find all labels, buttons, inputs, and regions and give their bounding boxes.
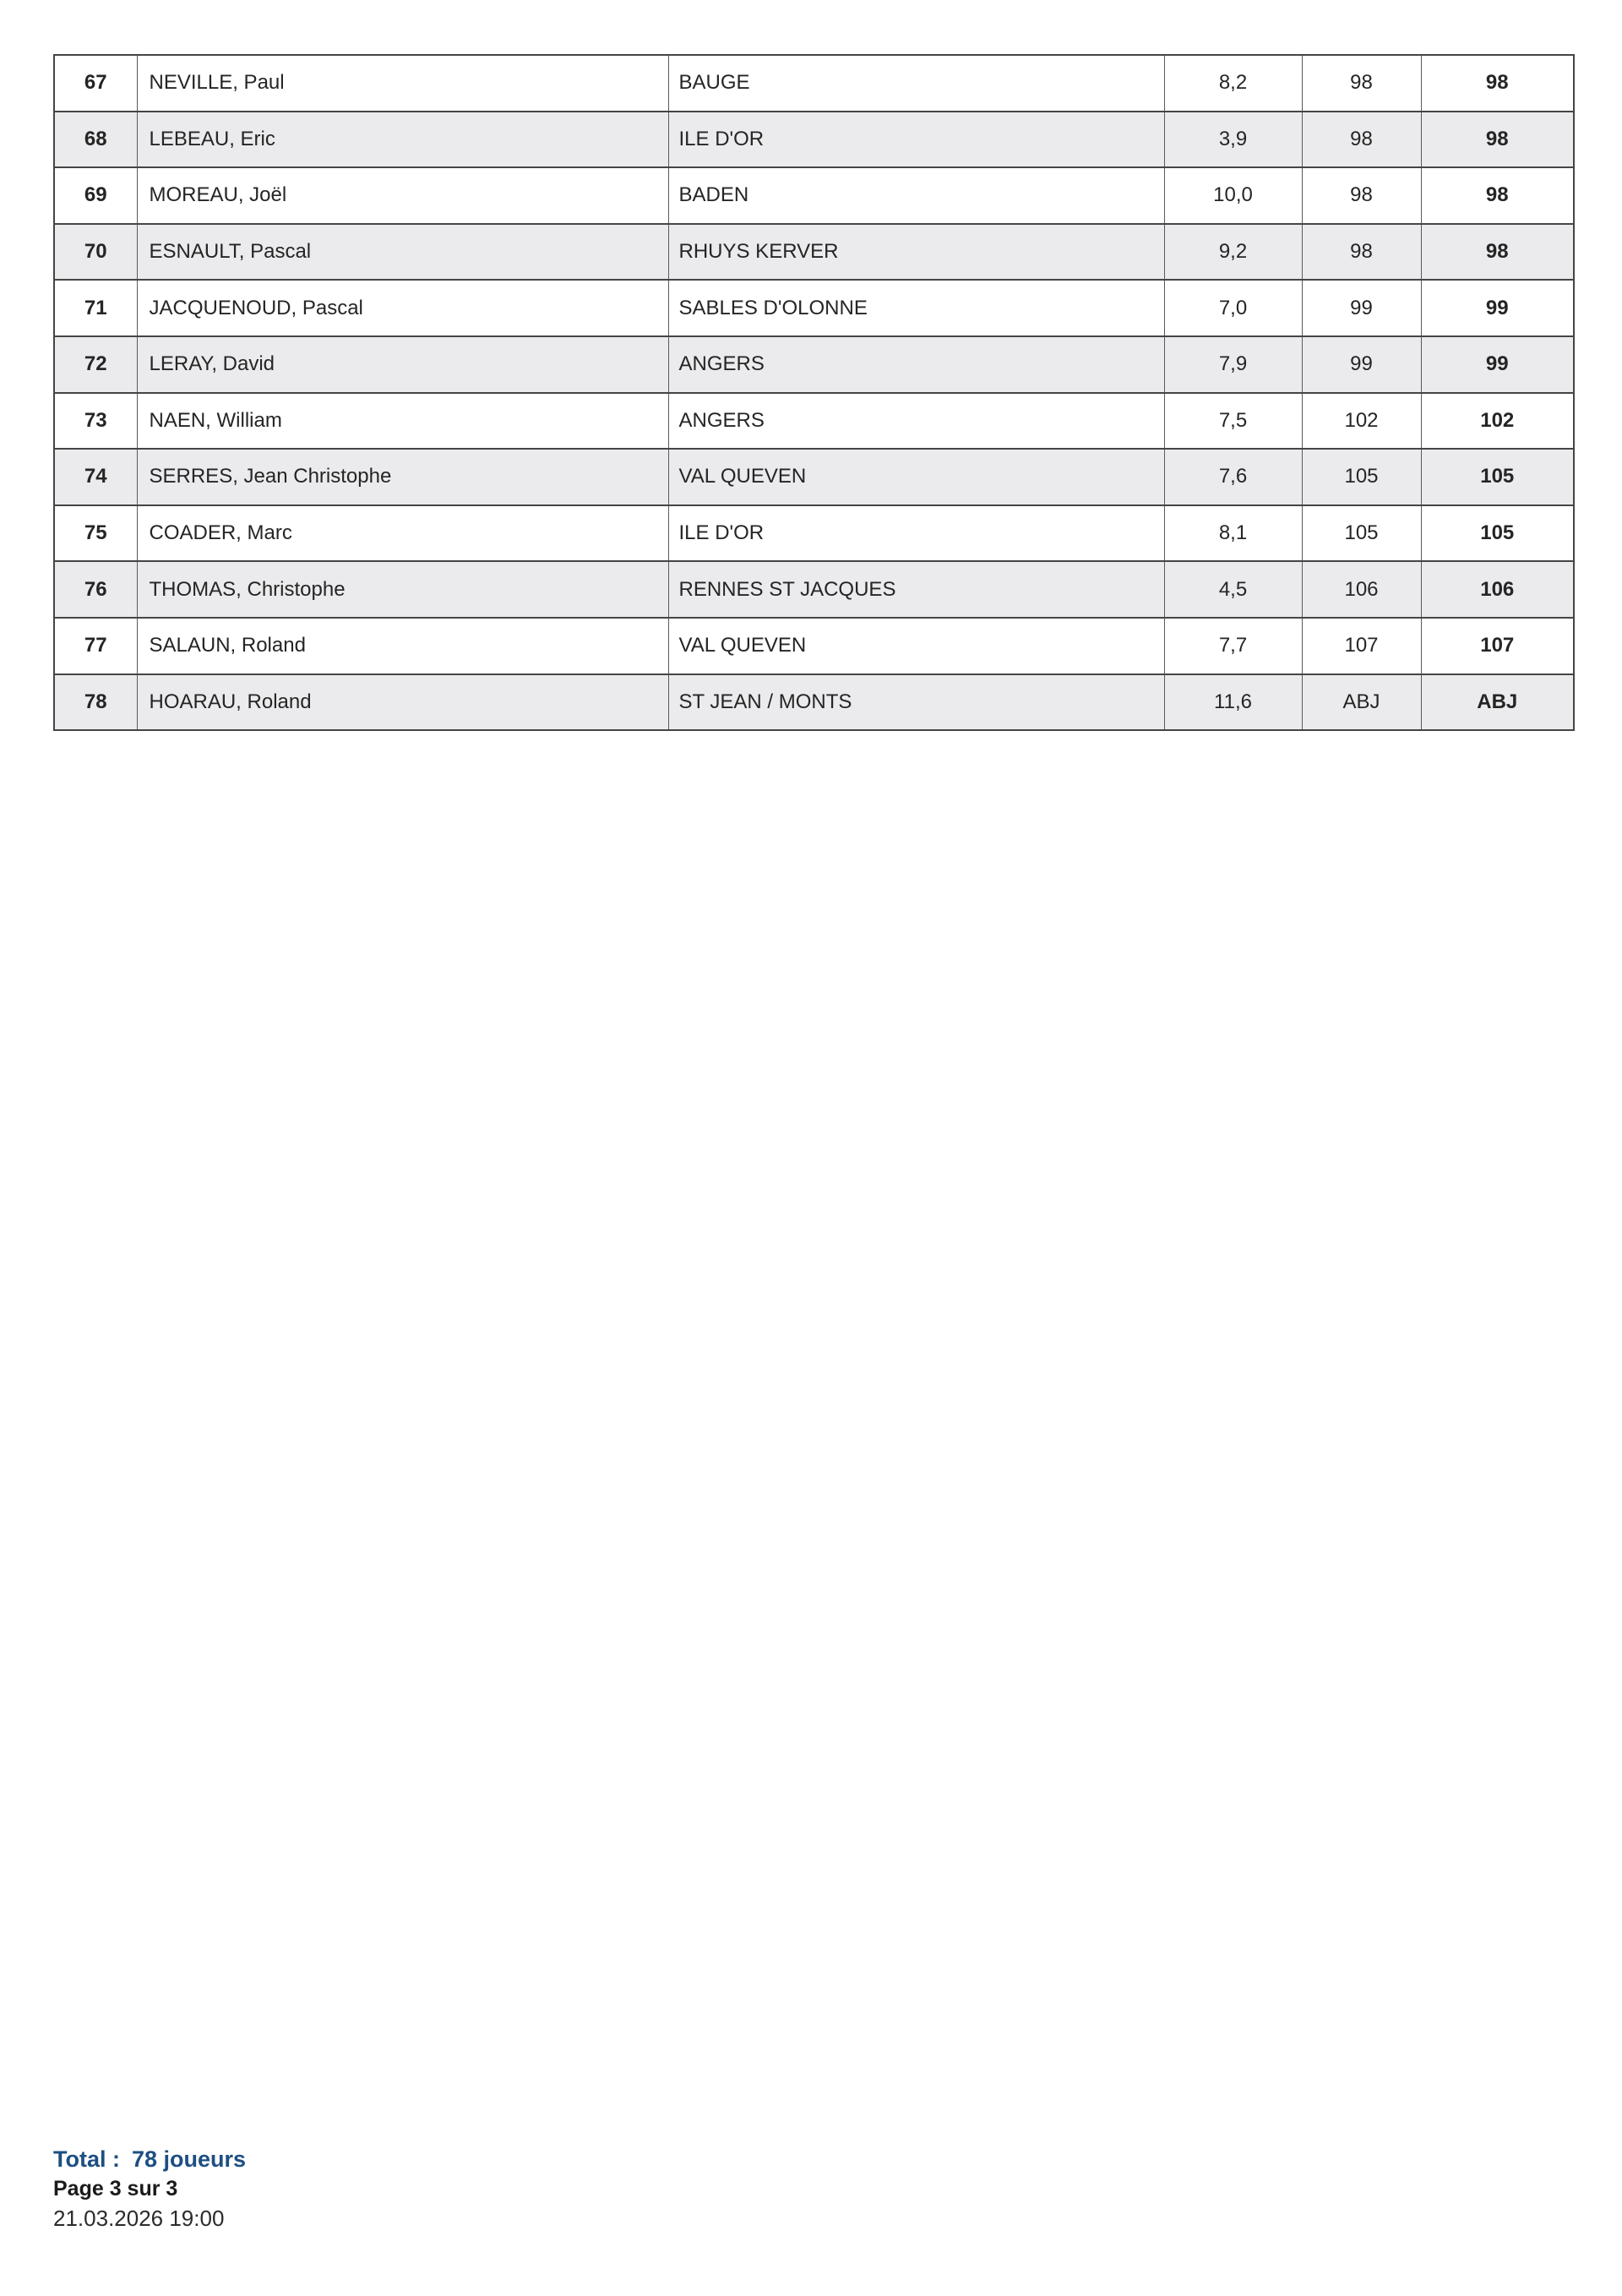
rank-cell: 74 — [54, 449, 137, 505]
table-row — [54, 618, 1574, 674]
rank-cell: 76 — [54, 561, 137, 618]
total-score-cell: 99 — [1421, 336, 1574, 393]
player-name-cell: ESNAULT, Pascal — [137, 224, 668, 281]
score-cell: 98 — [1302, 55, 1421, 112]
table-row — [54, 336, 1574, 393]
total-score-cell: 98 — [1421, 167, 1574, 224]
player-name-cell: LERAY, David — [137, 336, 668, 393]
rank-cell: 73 — [54, 393, 137, 450]
total-score-cell: 98 — [1421, 112, 1574, 168]
total-score-cell: 102 — [1421, 393, 1574, 450]
table-row — [54, 674, 1574, 731]
score-cell: 107 — [1302, 618, 1421, 674]
club-cell: ST JEAN / MONTS — [668, 674, 1164, 731]
table-row — [54, 55, 1574, 112]
player-name-cell: LEBEAU, Eric — [137, 112, 668, 168]
total-score-cell: 99 — [1421, 280, 1574, 336]
rank-cell: 69 — [54, 167, 137, 224]
rank-cell: 71 — [54, 280, 137, 336]
total-label: Total : — [53, 2146, 120, 2172]
club-cell: BADEN — [668, 167, 1164, 224]
score-cell: 106 — [1302, 561, 1421, 618]
player-name-cell: THOMAS, Christophe — [137, 561, 668, 618]
total-score-cell: ABJ — [1421, 674, 1574, 731]
score-cell: 105 — [1302, 505, 1421, 562]
table-row — [54, 561, 1574, 618]
player-name-cell: SALAUN, Roland — [137, 618, 668, 674]
handicap-cell: 8,2 — [1164, 55, 1302, 112]
handicap-cell: 11,6 — [1164, 674, 1302, 731]
rank-cell: 78 — [54, 674, 137, 731]
rank-cell: 70 — [54, 224, 137, 281]
total-value: 78 joueurs — [131, 2146, 247, 2172]
total-score-cell: 98 — [1421, 224, 1574, 281]
score-cell: 102 — [1302, 393, 1421, 450]
player-name-cell: MOREAU, Joël — [137, 167, 668, 224]
player-name-cell: NEVILLE, Paul — [137, 55, 668, 112]
score-cell: 98 — [1302, 167, 1421, 224]
player-name-cell: NAEN, William — [137, 393, 668, 450]
handicap-cell: 3,9 — [1164, 112, 1302, 168]
club-cell: VAL QUEVEN — [668, 449, 1164, 505]
club-cell: BAUGE — [668, 55, 1164, 112]
rank-cell: 67 — [54, 55, 137, 112]
handicap-cell: 7,9 — [1164, 336, 1302, 393]
club-cell: VAL QUEVEN — [668, 618, 1164, 674]
total-line — [53, 2146, 246, 2173]
handicap-cell: 7,7 — [1164, 618, 1302, 674]
club-cell: ILE D'OR — [668, 505, 1164, 562]
club-cell: ILE D'OR — [668, 112, 1164, 168]
club-cell: ANGERS — [668, 393, 1164, 450]
score-cell: 99 — [1302, 280, 1421, 336]
player-name-cell: SERRES, Jean Christophe — [137, 449, 668, 505]
handicap-cell: 10,0 — [1164, 167, 1302, 224]
table-row — [54, 112, 1574, 168]
handicap-cell: 7,0 — [1164, 280, 1302, 336]
handicap-cell: 4,5 — [1164, 561, 1302, 618]
player-name-cell: HOARAU, Roland — [137, 674, 668, 731]
table-row — [54, 224, 1574, 281]
score-cell: ABJ — [1302, 674, 1421, 731]
page-footer — [53, 2146, 246, 2232]
table-row — [54, 280, 1574, 336]
rank-cell: 77 — [54, 618, 137, 674]
rank-cell: 72 — [54, 336, 137, 393]
score-cell: 98 — [1302, 224, 1421, 281]
club-cell: SABLES D'OLONNE — [668, 280, 1164, 336]
score-cell: 98 — [1302, 112, 1421, 168]
club-cell: RENNES ST JACQUES — [668, 561, 1164, 618]
results-table — [53, 54, 1575, 731]
total-score-cell: 106 — [1421, 561, 1574, 618]
handicap-cell: 7,5 — [1164, 393, 1302, 450]
total-score-cell: 105 — [1421, 505, 1574, 562]
total-score-cell: 107 — [1421, 618, 1574, 674]
rank-cell: 75 — [54, 505, 137, 562]
timestamp: 21.03.2026 19:00 — [53, 2206, 225, 2232]
table-row — [54, 505, 1574, 562]
player-name-cell: JACQUENOUD, Pascal — [137, 280, 668, 336]
page-indicator: Page 3 sur 3 — [53, 2176, 178, 2201]
table-row — [54, 167, 1574, 224]
table-row — [54, 449, 1574, 505]
handicap-cell: 9,2 — [1164, 224, 1302, 281]
player-name-cell: COADER, Marc — [137, 505, 668, 562]
rank-cell: 68 — [54, 112, 137, 168]
total-score-cell: 105 — [1421, 449, 1574, 505]
total-score-cell: 98 — [1421, 55, 1574, 112]
handicap-cell: 7,6 — [1164, 449, 1302, 505]
club-cell: RHUYS KERVER — [668, 224, 1164, 281]
club-cell: ANGERS — [668, 336, 1164, 393]
score-cell: 99 — [1302, 336, 1421, 393]
score-cell: 105 — [1302, 449, 1421, 505]
table-row — [54, 393, 1574, 450]
handicap-cell: 8,1 — [1164, 505, 1302, 562]
